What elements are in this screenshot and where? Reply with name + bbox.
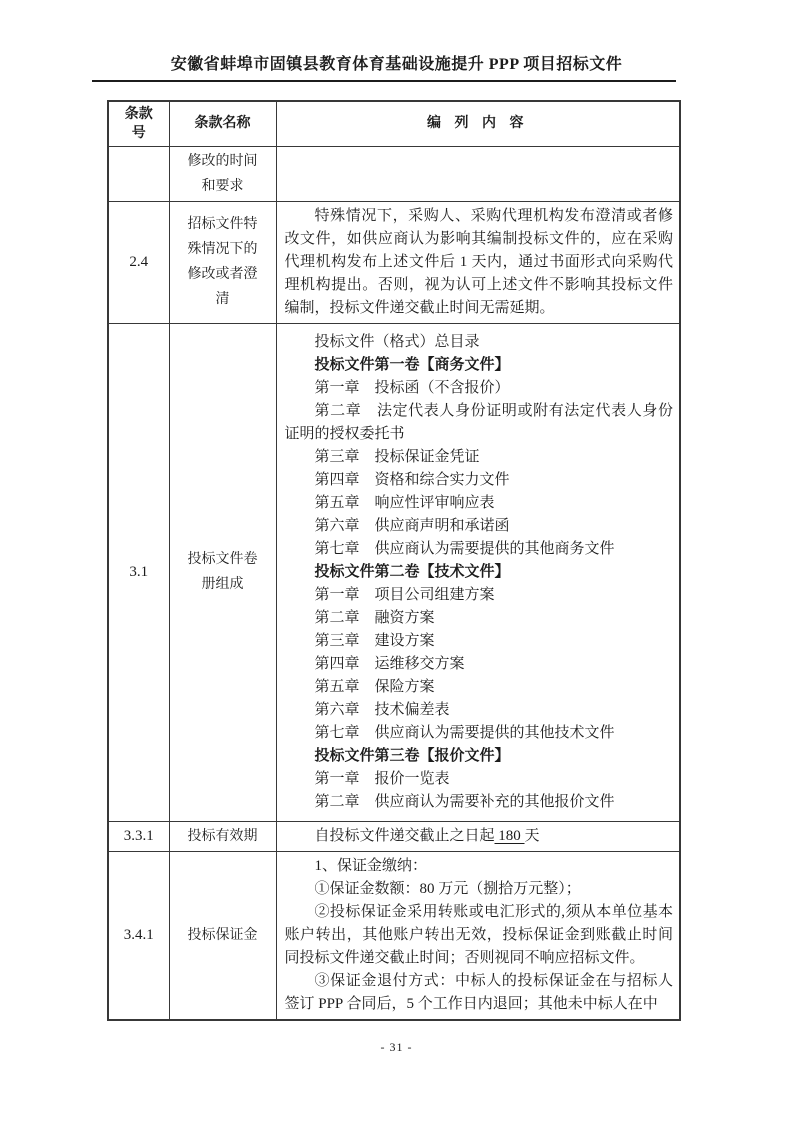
table-row [108,851,680,1020]
content-line: ②投标保证金采用转账或电汇形式的,须从本单位基本账户转出，其他账户转出无效，投标保证金到账截止时间同投标文件递交截止时间；否则视同不响应招标文件。 [284,903,673,966]
clause-name-cell: 投标保证金 [169,851,276,1020]
content-line: 第二章 法定代表人身份证明或附有法定代表人身份证明的授权委托书 [284,402,673,442]
volume-heading-line: 投标文件第二卷【技术文件】 [314,563,510,580]
volume-heading-line: 投标文件第三卷【报价文件】 [314,747,510,764]
content-line: 第一章 报价一览表 [314,770,450,787]
clause-no-cell: 3.4.1 [108,851,169,1020]
clause-name-cell: 投标文件卷册组成 [169,323,276,821]
column-header-clause-no: 条款号 [108,101,169,146]
document-title: 安徽省蚌埠市固镇县教育体育基础设施提升 PPP 项目招标文件 [170,56,623,73]
content-line: 第一章 项目公司组建方案 [314,586,495,603]
content-line: 第三章 投标保证金凭证 [314,448,480,465]
clause-name-cell: 修改的时间和要求 [169,146,276,201]
volume-heading-line: 投标文件第一卷【商务文件】 [314,356,510,373]
content-line: 第三章 建设方案 [314,632,435,649]
table-row [108,146,680,201]
table-row [108,821,680,851]
content-line: 第一章 投标函（不含报价） [314,379,510,396]
content-line: 第二章 融资方案 [314,609,435,626]
content-line: 第五章 保险方案 [314,678,435,695]
content-line: ①保证金数额：80 万元（捌拾万元整）； [314,880,581,897]
content-line: 第六章 技术偏差表 [314,701,450,718]
content-line: 1、保证金缴纳： [314,857,428,874]
clause-no-cell: 3.3.1 [108,821,169,851]
clause-table [107,100,681,1021]
column-header-clause-name: 条款名称 [169,101,276,146]
clause-content-cell [276,821,680,851]
column-header-content: 编 列 内 容 [276,101,680,146]
content-line: 投标文件（格式）总目录 [314,333,480,350]
content-line: 第四章 资格和综合实力文件 [314,471,510,488]
content-line: 第六章 供应商声明和承诺函 [314,517,510,534]
page-number: - 31 - [380,1039,413,1054]
clause-content-cell [276,146,680,201]
content-line: 特殊情况下，采购人、采购代理机构发布澄清或者修改文件，如供应商认为影响其编制投标文件的，应在采购代理机构发布上述文件后 1 天内，通过书面形式向采购代理机构提出。否则，视为认可上述文件不影响其投标文件编制，投标文件递交截止时间无需延期。 [284,207,673,316]
clause-name-cell: 招标文件特殊情况下的修改或者澄清 [169,201,276,323]
clause-content-cell [276,201,680,323]
table-row [108,201,680,323]
content-line [285,825,674,848]
content-line: 第二章 供应商认为需要补充的其他报价文件 [314,793,615,810]
content-line: 第七章 供应商认为需要提供的其他商务文件 [314,540,615,557]
content-line: ③保证金退付方式：中标人的投标保证金在与招标人签订 PPP 合同后，5 个工作日内退回；其他未中标人在中 [284,972,673,1012]
header-rule [92,80,676,82]
content-line: 第五章 响应性评审响应表 [314,494,495,511]
content-line: 第七章 供应商认为需要提供的其他技术文件 [314,724,615,741]
clause-name-cell: 投标有效期 [169,821,276,851]
content-line: 第四章 运维移交方案 [314,655,465,672]
text-segment: 自投标文件递交截止之日起 [314,827,495,844]
underlined-value: 180 [494,827,525,844]
text-segment: 天 [524,827,540,844]
table-row [108,323,680,821]
clause-no-cell: 3.1 [108,323,169,821]
table-header-row [108,101,680,146]
clause-content-cell [276,851,680,1020]
clause-no-cell: 2.4 [108,201,169,323]
clause-no-cell [108,146,169,201]
clause-content-cell [276,323,680,821]
